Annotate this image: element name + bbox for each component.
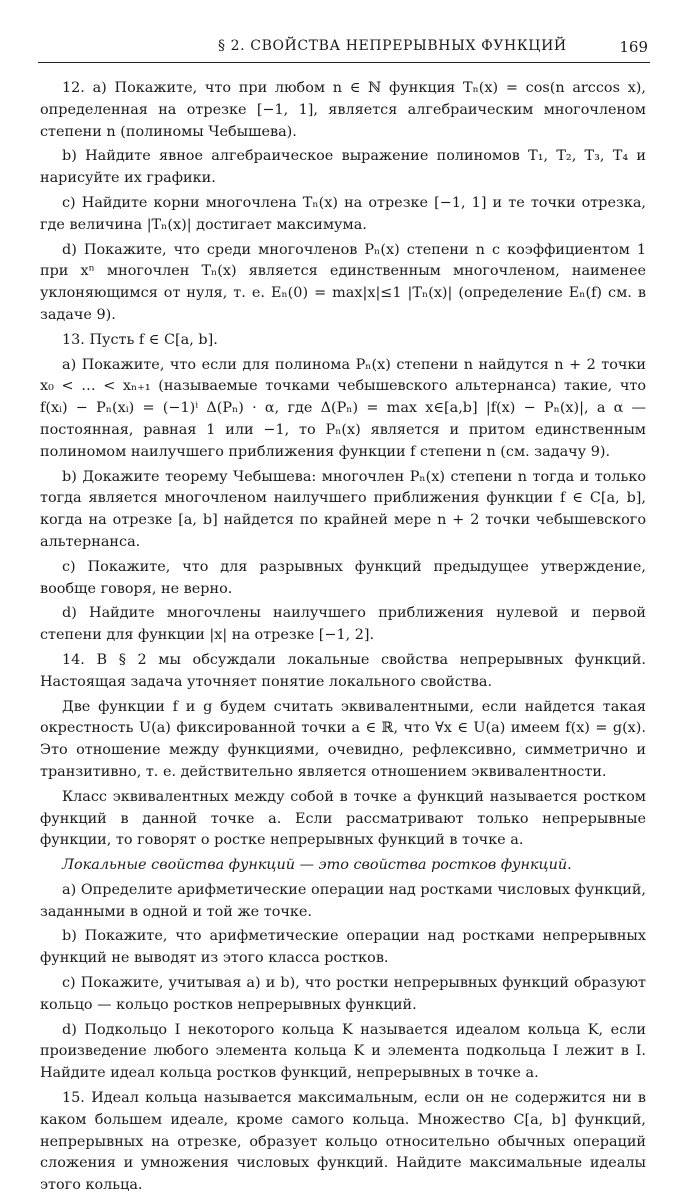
problem-13a: a) Покажите, что если для полинома Pₙ(x) степени n найдутся n + 2 точки x₀ < … < xₙ₊₁ (называемые точками чебышевского альтернанса) такие, что f(xᵢ) − Pₙ(xᵢ) = (−1)ⁱ Δ(Pₙ) · α, где Δ(Pₙ) = max x∈[a,b] |f(x) − Pₙ(x)|, а α — постоянная, равная 1 или −1, то Pₙ(x) является и притом единственным полиномом наилучшего приближения функции f степени n (см. задачу 9). [40,356,646,460]
problem-12d: d) Покажите, что среди многочленов Pₙ(x) степени n с коэффициентом 1 при xⁿ многочлен Tₙ(x) является единственным многочленом, наименее уклоняющимся от нуля, т. е. Eₙ(0) = max|x|≤1 |Tₙ(x)| (определение Eₙ(f) см. в задаче 9). [40,241,646,323]
problem-14c: c) Покажите, учитывая a) и b), что ростки непрерывных функций образуют кольцо — кольцо ростков непрерывных функций. [40,975,646,1013]
header-rule [38,62,650,63]
problem-14-definition: Две функции f и g будем считать эквивалентными, если найдется такая окрестность U(a) фиксированной точки a ∈ ℝ, что ∀x ∈ U(a) имеем f(x) = g(x). Это отношение между функциями, очевидно, рефлексивно, симметрично и транзитивно, т. е. действительно является отношением эквивалентности. [40,698,646,780]
running-header [38,38,648,60]
problem-14b: b) Покажите, что арифметические операции над ростками непрерывных функций не выводят из этого класса ростков. [40,928,646,967]
problem-13c: c) Покажите, что для разрывных функций предыдущее утверждение, вообще говоря, не верно. [40,558,646,597]
problem-13-intro: 13. Пусть f ∈ C[a, b]. [62,331,218,348]
problem-12a: 12. a) Покажите, что при любом n ∈ ℕ функция Tₙ(x) = cos(n arccos x), определенная на отрезке [−1, 1], является алгебраическим многочленом степени n (полиномы Чебышева). [40,80,646,140]
problem-15: 15. Идеал кольца называется максимальным, если он не содержится ни в каком большем идеале, кроме самого кольца. Множество C[a, b] функций, непрерывных на отрезке, образует кольцо относительно обычных операций сложения и умножения числовых функций. Найдите максимальные идеалы этого кольца. [40,1090,646,1194]
problem-14-germ: Класс эквивалентных между собой в точке a функций называется ростком функций в данной точке a. Если рассматривают только непрерывные функции, то говорят о ростке непрерывных функций в точке a. [40,788,646,849]
problem-12c: c) Найдите корни многочлена Tₙ(x) на отрезке [−1, 1] и те точки отрезка, где величина |Tₙ(x)| достигает максимума. [40,194,646,233]
page-body [40,78,646,1200]
problem-14-intro: 14. В § 2 мы обсуждали локальные свойства непрерывных функций. Настоящая задача уточняет понятие локального свойства. [40,651,646,690]
problem-14-local: Локальные свойства функций — это свойства ростков функций. [62,857,572,874]
problem-12b: b) Найдите явное алгебраическое выражение полиномов T₁, T₂, T₃, T₄ и нарисуйте их графики. [40,148,646,187]
section-title: § 2. СВОЙСТВА НЕПРЕРЫВНЫХ ФУНКЦИЙ [218,38,567,54]
problem-13d: d) Найдите многочлены наилучшего приближения нулевой и первой степени для функции |x| на отрезке [−1, 2]. [40,605,646,644]
page-number: 169 [619,38,648,56]
problem-13b: b) Докажите теорему Чебышева: многочлен Pₙ(x) степени n тогда и только тогда является многочленом наилучшего приближения функции f ∈ C[a, b], когда на отрезке [a, b] найдется по крайней мере n + 2 точки чебышевского альтернанса. [40,468,646,550]
problem-14a: a) Определите арифметические операции над ростками числовых функций, заданными в одной и той же точке. [40,881,646,920]
problem-14d: d) Подкольцо I некоторого кольца K называется идеалом кольца K, если произведение любого элемента кольца K и элемента подкольца I лежит в I. Найдите идеал кольца ростков функций, непрерывных в точке a. [40,1021,646,1082]
